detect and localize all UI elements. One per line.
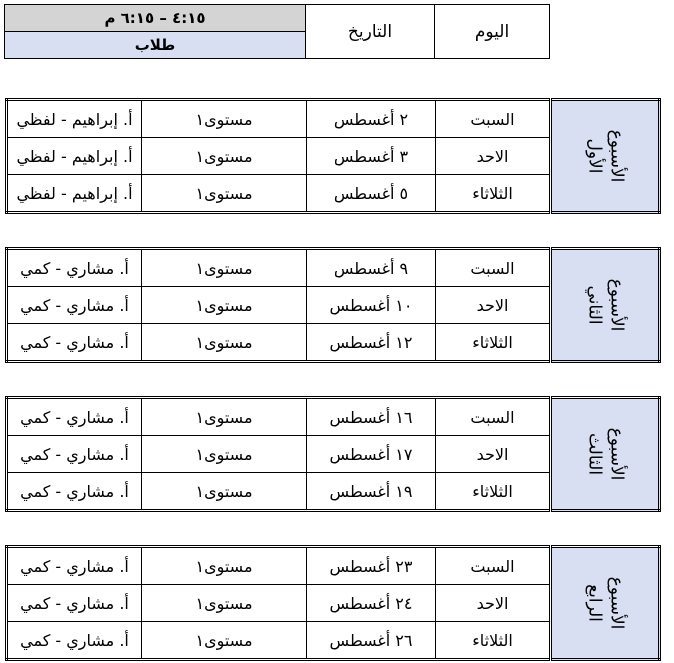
day-cell: الثلاثاء	[436, 622, 551, 660]
level-cell: مستوى١	[142, 622, 307, 660]
week-table-4	[5, 545, 661, 661]
level-cell: مستوى١	[142, 324, 307, 362]
date-cell: ٢ أغسطس	[307, 100, 436, 138]
day-column-header: اليوم	[435, 5, 550, 59]
teacher-cell: أ. مشاري - كمي	[7, 622, 142, 660]
level-cell: مستوى١	[142, 287, 307, 324]
week-label: الأسبوع الثالث	[584, 427, 626, 481]
day-cell: السبت	[436, 249, 551, 287]
teacher-cell: أ. مشاري - كمي	[7, 287, 142, 324]
teacher-cell: أ. إبراهيم - لفظي	[7, 138, 142, 175]
week-label: الأسبوع الرابع	[584, 576, 626, 630]
week-label-cell	[551, 398, 660, 511]
week-label: الأسبوع الأول	[584, 129, 626, 183]
time-range-cell: ٤:١٥ – ٦:١٥ م	[5, 5, 306, 32]
level-cell: مستوى١	[142, 585, 307, 622]
day-cell: السبت	[436, 100, 551, 138]
schedule-header-table	[4, 4, 550, 59]
teacher-cell: أ. مشاري - كمي	[7, 324, 142, 362]
day-cell: الثلاثاء	[436, 324, 551, 362]
teacher-cell: أ. إبراهيم - لفظي	[7, 100, 142, 138]
date-cell: ٩ أغسطس	[307, 249, 436, 287]
day-cell: الاحد	[436, 138, 551, 175]
date-cell: ٢٤ أغسطس	[307, 585, 436, 622]
day-cell: الاحد	[436, 287, 551, 324]
week-table-3	[5, 396, 661, 512]
level-cell: مستوى١	[142, 547, 307, 585]
teacher-cell: أ. مشاري - كمي	[7, 398, 142, 436]
teacher-cell: أ. مشاري - كمي	[7, 436, 142, 473]
day-cell: السبت	[436, 547, 551, 585]
week-label-cell	[551, 249, 660, 362]
level-cell: مستوى١	[142, 138, 307, 175]
week-label-cell	[551, 547, 660, 660]
level-cell: مستوى١	[142, 473, 307, 511]
week-table-1	[5, 98, 661, 214]
level-cell: مستوى١	[142, 398, 307, 436]
day-cell: الثلاثاء	[436, 175, 551, 213]
table-row	[7, 100, 660, 138]
table-row	[7, 249, 660, 287]
date-cell: ٢٣ أغسطس	[307, 547, 436, 585]
teacher-cell: أ. مشاري - كمي	[7, 473, 142, 511]
teacher-cell: أ. مشاري - كمي	[7, 585, 142, 622]
date-cell: ٥ أغسطس	[307, 175, 436, 213]
level-cell: مستوى١	[142, 436, 307, 473]
level-cell: مستوى١	[142, 249, 307, 287]
table-row	[7, 398, 660, 436]
week-label-cell	[551, 100, 660, 213]
date-cell: ٢٦ أغسطس	[307, 622, 436, 660]
week-table-2	[5, 247, 661, 363]
table-row	[7, 547, 660, 585]
teacher-cell: أ. إبراهيم - لفظي	[7, 175, 142, 213]
teacher-cell: أ. مشاري - كمي	[7, 547, 142, 585]
day-cell: الاحد	[436, 436, 551, 473]
teacher-cell: أ. مشاري - كمي	[7, 249, 142, 287]
date-cell: ١٠ أغسطس	[307, 287, 436, 324]
day-cell: الثلاثاء	[436, 473, 551, 511]
date-cell: ١٩ أغسطس	[307, 473, 436, 511]
date-cell: ٣ أغسطس	[307, 138, 436, 175]
date-cell: ١٢ أغسطس	[307, 324, 436, 362]
week-label: الأسبوع الثاني	[584, 278, 626, 332]
level-cell: مستوى١	[142, 100, 307, 138]
date-column-header: التاريخ	[306, 5, 435, 59]
audience-cell: طلاب	[5, 32, 306, 59]
day-cell: السبت	[436, 398, 551, 436]
level-cell: مستوى١	[142, 175, 307, 213]
date-cell: ١٦ أغسطس	[307, 398, 436, 436]
day-cell: الاحد	[436, 585, 551, 622]
date-cell: ١٧ أغسطس	[307, 436, 436, 473]
